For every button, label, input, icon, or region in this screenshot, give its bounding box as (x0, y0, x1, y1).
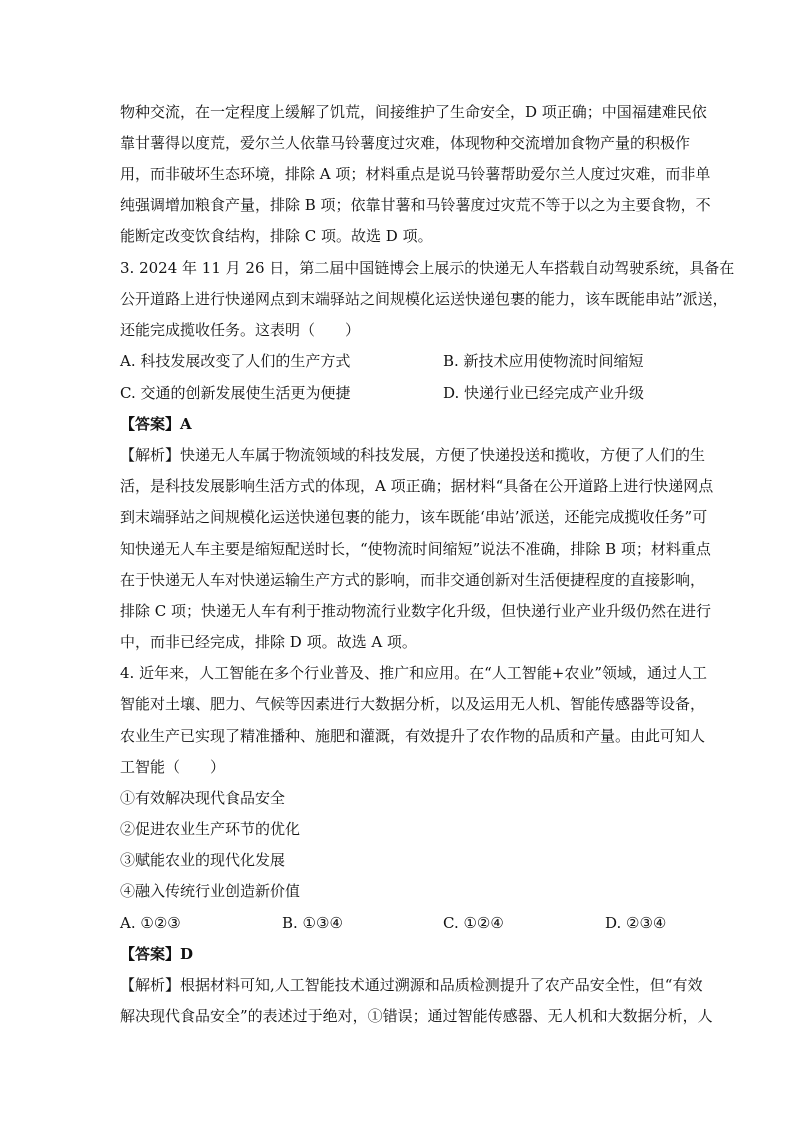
q4-stem-line-2: 智能对土壤、肥力、气候等因素进行大数据分析，以及运用无人机、智能传感器等设备， (120, 695, 706, 713)
q3-stem-line-1: 3. 2024 年 11 月 26 日，第二届中国链博会上展示的快递无人车搭载自动驾驶系统，具备在 (120, 259, 735, 277)
q3-stem-line-2: 公开道路上进行快递网点到末端驿站之间规模化运送快递包裹的能力，该车既能串站”派送， (120, 290, 728, 308)
q3-analysis-line-1: 【解析】快递无人车属于物流领域的科技发展，方便了快递投送和揽收，方便了人们的生 (120, 446, 706, 464)
q3-option-c: C. 交通的创新发展使生活更为便捷 (120, 384, 351, 402)
q3-option-b: B. 新技术应用使物流时间缩短 (443, 352, 644, 370)
q4-statement-1: ①有效解决现代食品安全 (120, 789, 286, 807)
q3-analysis-line-7: 中，而非已经完成，排除 D 项。故选 A 项。 (120, 633, 417, 651)
analysis-continuation-line-5: 能断定改变饮食结构，排除 C 项。故选 D 项。 (120, 227, 433, 245)
q4-statement-4: ④融入传统行业创造新价值 (120, 882, 301, 900)
q3-stem-line-3: 还能完成揽收任务。这表明（ ） (120, 321, 361, 339)
analysis-continuation-line-4: 纯强调增加粮食产量，排除 B 项；依靠甘薯和马铃薯度过灾荒不等于以之为主要食物，不 (120, 196, 711, 214)
q4-stem-line-1: 4. 近年来，人工智能在多个行业普及、推广和应用。在“人工智能+农业”领域，通过人工 (120, 664, 707, 682)
q3-analysis-line-3: 到末端驿站之间规模化运送快递包裹的能力，该车既能‘串站’派送，还能完成揽收任务”可 (120, 508, 708, 526)
q4-option-b: B. ①③④ (282, 914, 343, 932)
q4-answer: 【答案】D (120, 945, 194, 963)
q4-option-d: D. ②③④ (605, 914, 667, 932)
q4-analysis-line-1: 【解析】根据材料可知,人工智能技术通过溯源和品质检测提升了农产品安全性，但“有效 (120, 976, 703, 994)
q4-option-a: A. ①②③ (120, 914, 181, 932)
analysis-continuation-line-3: 用，而非破坏生态环境，排除 A 项；材料重点是说马铃薯帮助爱尔兰人度过灾难，而非单 (120, 165, 711, 183)
q4-stem-line-3: 农业生产已实现了精准播种、施肥和灌溉，有效提升了农作物的品质和产量。由此可知人 (120, 727, 706, 745)
q3-analysis-line-2: 活，是科技发展影响生活方式的体现，A 项正确；据材料“具备在公开道路上进行快递网点 (120, 477, 714, 495)
q3-analysis-line-4: 知快递无人车主要是缩短配送时长，“使物流时间缩短”说法不准确，排除 B 项；材料重点 (120, 540, 711, 558)
q4-option-c: C. ①②④ (443, 914, 504, 932)
q3-option-a: A. 科技发展改变了人们的生产方式 (120, 352, 351, 370)
analysis-continuation-line-1: 物种交流，在一定程度上缓解了饥荒，间接维护了生命安全，D 项正确；中国福建难民依 (120, 103, 707, 121)
q3-analysis-line-6: 排除 C 项；快递无人车有利于推动物流行业数字化升级，但快递行业产业升级仍然在进行 (120, 602, 712, 620)
q4-stem-line-4: 工智能（ ） (120, 758, 226, 776)
q3-analysis-line-5: 在于快递无人车对快递运输生产方式的影响，而非交通创新对生活便捷程度的直接影响， (120, 571, 706, 589)
q4-statement-3: ③赋能农业的现代化发展 (120, 851, 286, 869)
q4-statement-2: ②促进农业生产环节的优化 (120, 820, 301, 838)
q4-analysis-line-2: 解决现代食品安全”的表述过于绝对，①错误；通过智能传感器、无人机和大数据分析，人 (120, 1007, 713, 1025)
analysis-continuation-line-2: 靠甘薯得以度荒，爱尔兰人依靠马铃薯度过灾难，体现物种交流增加食物产量的积极作 (120, 134, 691, 152)
q3-answer: 【答案】A (120, 415, 192, 433)
q3-option-d: D. 快递行业已经完成产业升级 (443, 384, 645, 402)
